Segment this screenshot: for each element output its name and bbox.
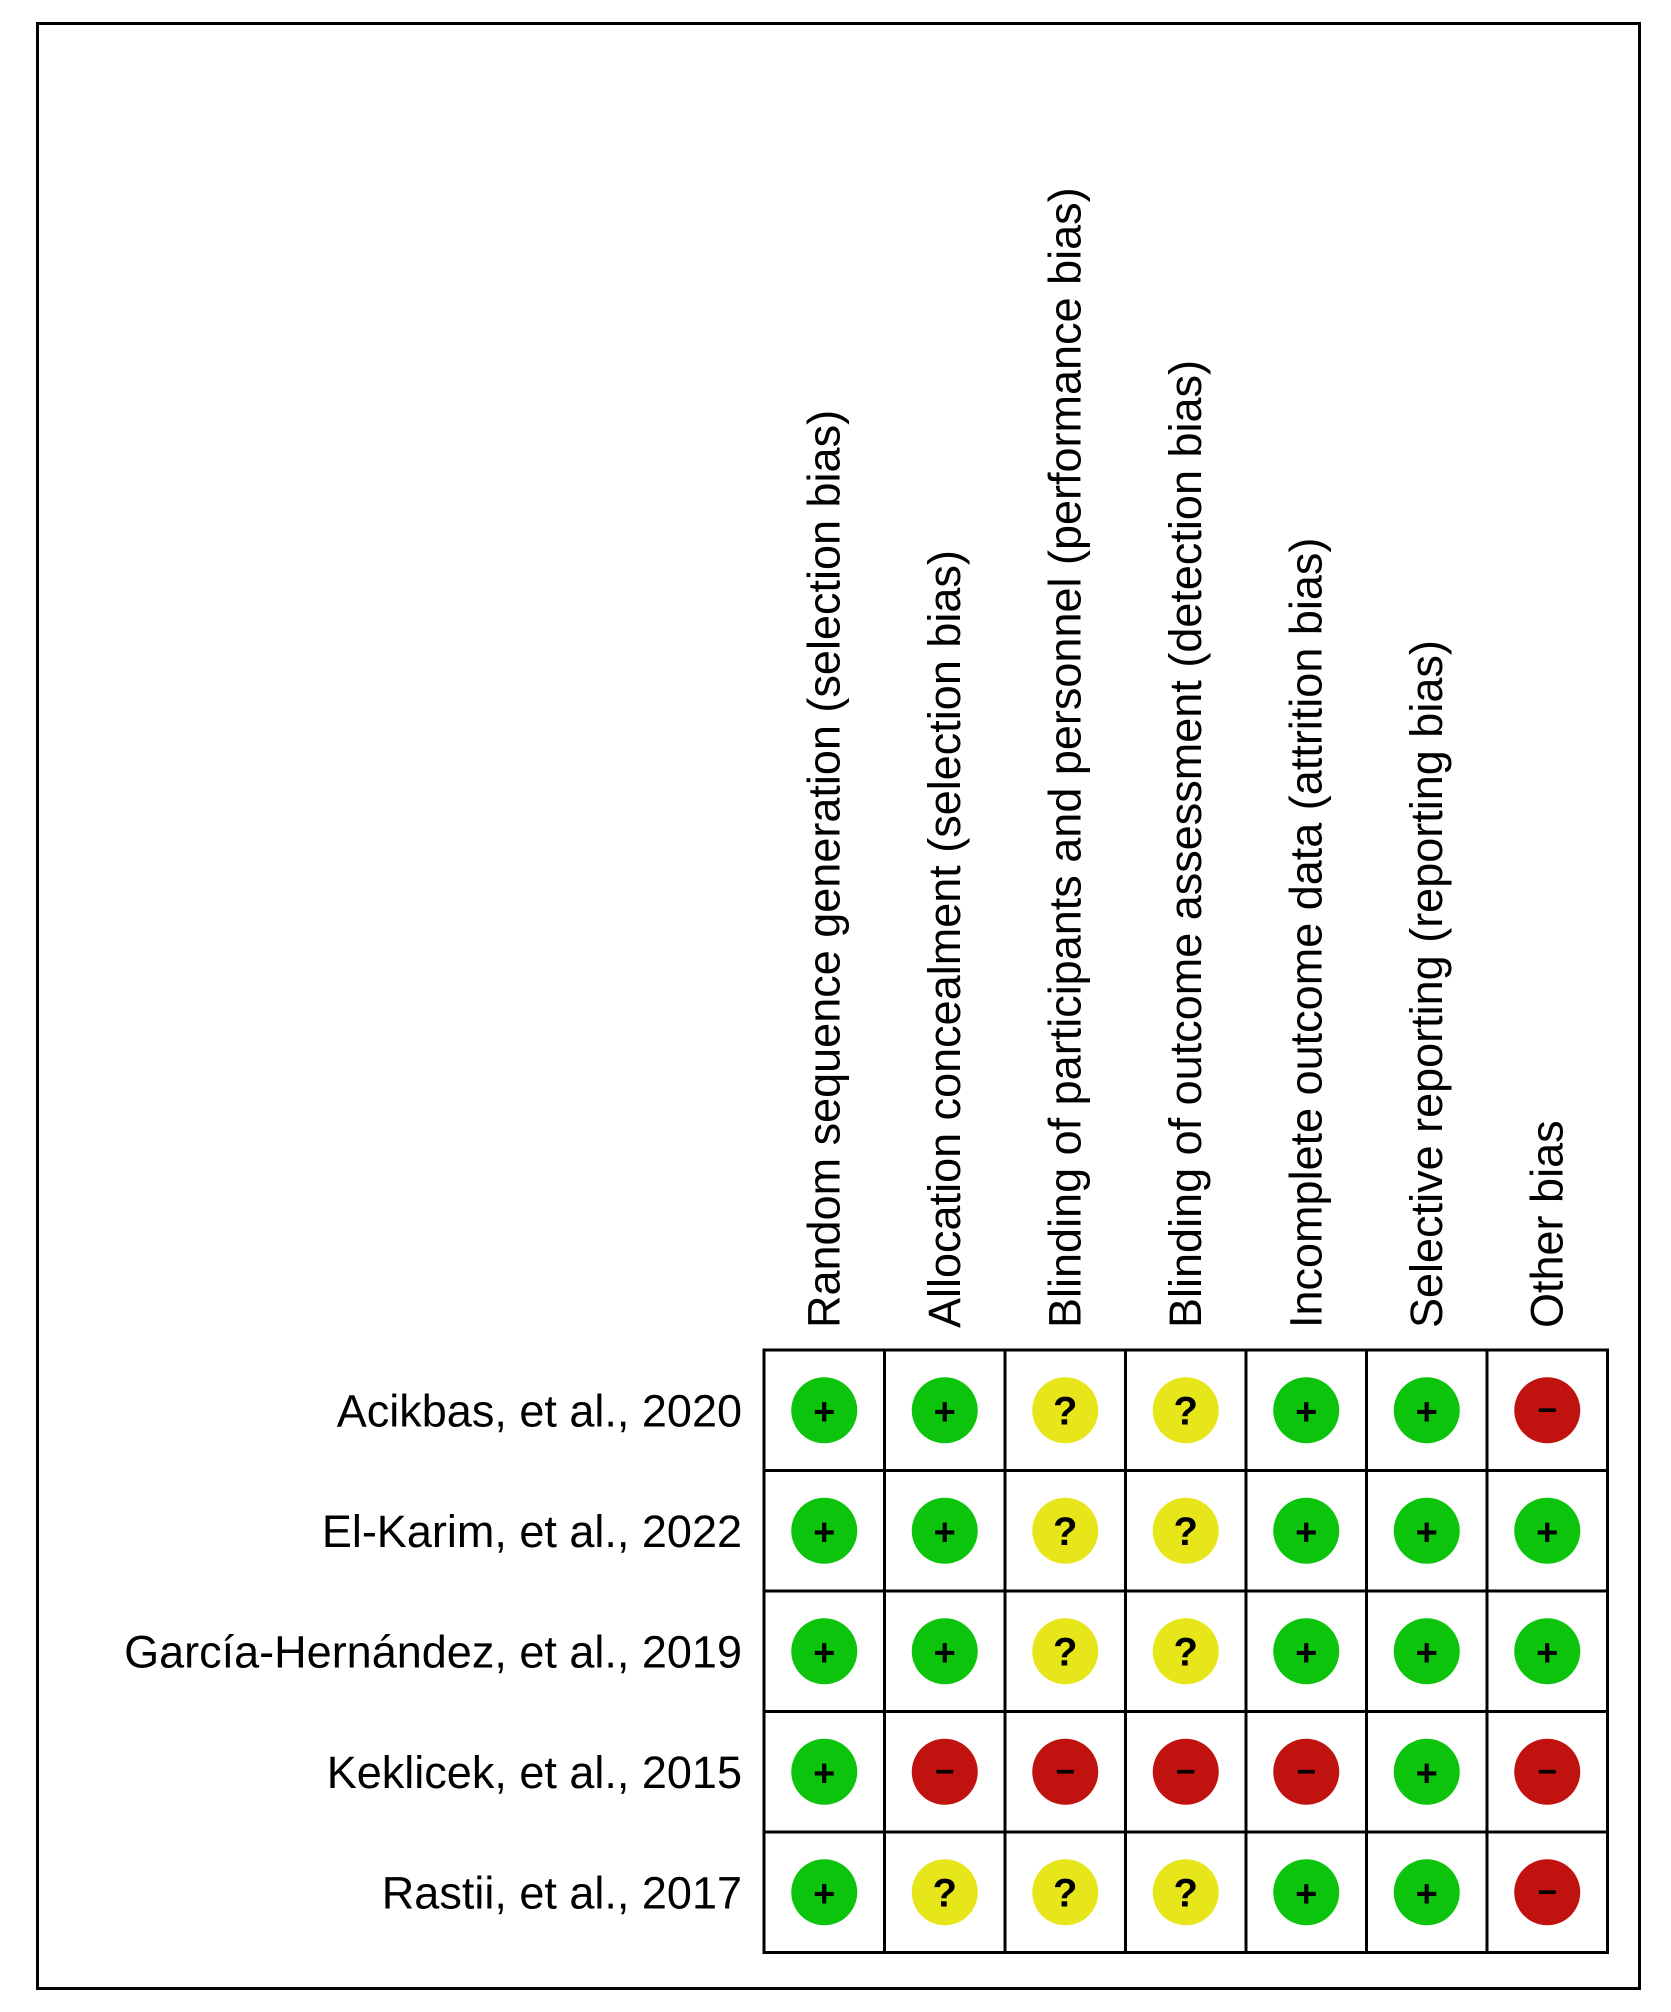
- low-risk-symbol: +: [933, 1632, 956, 1675]
- judgement-high: [912, 1739, 978, 1805]
- unclear-risk-symbol: ?: [1173, 1630, 1198, 1675]
- unclear-risk-symbol: ?: [932, 1871, 957, 1916]
- low-risk-symbol: +: [933, 1391, 956, 1434]
- unclear-risk-symbol: ?: [1053, 1630, 1078, 1675]
- column-header: Other bias: [1521, 1120, 1573, 1328]
- judgement-low: [791, 1377, 857, 1443]
- judgement-high: [1153, 1739, 1219, 1805]
- judgement-low: [1394, 1739, 1460, 1805]
- judgement-high: [1032, 1739, 1098, 1805]
- low-risk-symbol: +: [813, 1391, 836, 1434]
- judgement-low: [1273, 1377, 1339, 1443]
- judgement-low: [912, 1498, 978, 1564]
- judgement-unclear: [1153, 1498, 1219, 1564]
- judgement-high: [1514, 1377, 1580, 1443]
- low-risk-symbol: +: [933, 1511, 956, 1554]
- high-risk-symbol: −: [1296, 1752, 1317, 1791]
- judgement-low: [791, 1739, 857, 1805]
- judgement-unclear: [1032, 1859, 1098, 1925]
- unclear-risk-symbol: ?: [1173, 1871, 1198, 1916]
- unclear-risk-symbol: ?: [1053, 1871, 1078, 1916]
- low-risk-symbol: +: [813, 1632, 836, 1675]
- low-risk-symbol: +: [1415, 1511, 1438, 1554]
- judgement-low: [1273, 1618, 1339, 1684]
- low-risk-symbol: +: [1536, 1511, 1559, 1554]
- judgement-low: [1394, 1377, 1460, 1443]
- judgement-low: [1514, 1498, 1580, 1564]
- unclear-risk-symbol: ?: [1053, 1509, 1078, 1554]
- judgement-unclear: [912, 1859, 978, 1925]
- judgement-high: [1273, 1739, 1339, 1805]
- unclear-risk-symbol: ?: [1173, 1389, 1198, 1434]
- judgement-low: [912, 1618, 978, 1684]
- judgement-low: [1394, 1859, 1460, 1925]
- judgement-low: [1394, 1618, 1460, 1684]
- low-risk-symbol: +: [1415, 1391, 1438, 1434]
- study-label: Acikbas, et al., 2020: [336, 1385, 742, 1437]
- judgement-unclear: [1032, 1498, 1098, 1564]
- column-header: Blinding of outcome assessment (detection bias): [1159, 359, 1211, 1328]
- unclear-risk-symbol: ?: [1053, 1389, 1078, 1434]
- high-risk-symbol: −: [1055, 1752, 1076, 1791]
- judgement-low: [1273, 1498, 1339, 1564]
- judgement-low: [1273, 1859, 1339, 1925]
- low-risk-symbol: +: [1295, 1632, 1318, 1675]
- study-label: Keklicek, et al., 2015: [326, 1746, 742, 1798]
- low-risk-symbol: +: [1415, 1632, 1438, 1675]
- unclear-risk-symbol: ?: [1173, 1509, 1198, 1554]
- judgement-unclear: [1153, 1618, 1219, 1684]
- judgement-low: [1394, 1498, 1460, 1564]
- low-risk-symbol: +: [1415, 1873, 1438, 1916]
- study-label: Rastii, et al., 2017: [381, 1867, 742, 1919]
- judgement-high: [1514, 1739, 1580, 1805]
- judgement-low: [791, 1498, 857, 1564]
- study-label: García-Hernández, et al., 2019: [124, 1626, 742, 1678]
- judgement-low: [912, 1377, 978, 1443]
- judgement-low: [791, 1859, 857, 1925]
- column-header: Incomplete outcome data (attrition bias): [1280, 537, 1332, 1328]
- low-risk-symbol: +: [1295, 1873, 1318, 1916]
- column-header: Blinding of participants and personnel (performance bias): [1039, 187, 1091, 1328]
- low-risk-symbol: +: [813, 1511, 836, 1554]
- judgement-high: [1514, 1859, 1580, 1925]
- low-risk-symbol: +: [1536, 1632, 1559, 1675]
- high-risk-symbol: −: [1537, 1873, 1558, 1912]
- judgement-unclear: [1153, 1859, 1219, 1925]
- judgement-low: [1514, 1618, 1580, 1684]
- high-risk-symbol: −: [1175, 1752, 1196, 1791]
- column-header: Random sequence generation (selection bias): [798, 409, 850, 1328]
- low-risk-symbol: +: [1295, 1391, 1318, 1434]
- judgement-low: [791, 1618, 857, 1684]
- high-risk-symbol: −: [934, 1752, 955, 1791]
- low-risk-symbol: +: [1415, 1752, 1438, 1795]
- high-risk-symbol: −: [1537, 1752, 1558, 1791]
- study-label: El-Karim, et al., 2022: [321, 1505, 742, 1557]
- low-risk-symbol: +: [813, 1752, 836, 1795]
- judgement-unclear: [1153, 1377, 1219, 1443]
- column-header: Selective reporting (reporting bias): [1400, 640, 1452, 1328]
- column-header: Allocation concealment (selection bias): [918, 550, 970, 1328]
- judgement-unclear: [1032, 1618, 1098, 1684]
- low-risk-symbol: +: [1295, 1511, 1318, 1554]
- low-risk-symbol: +: [813, 1873, 836, 1916]
- judgement-unclear: [1032, 1377, 1098, 1443]
- high-risk-symbol: −: [1537, 1391, 1558, 1430]
